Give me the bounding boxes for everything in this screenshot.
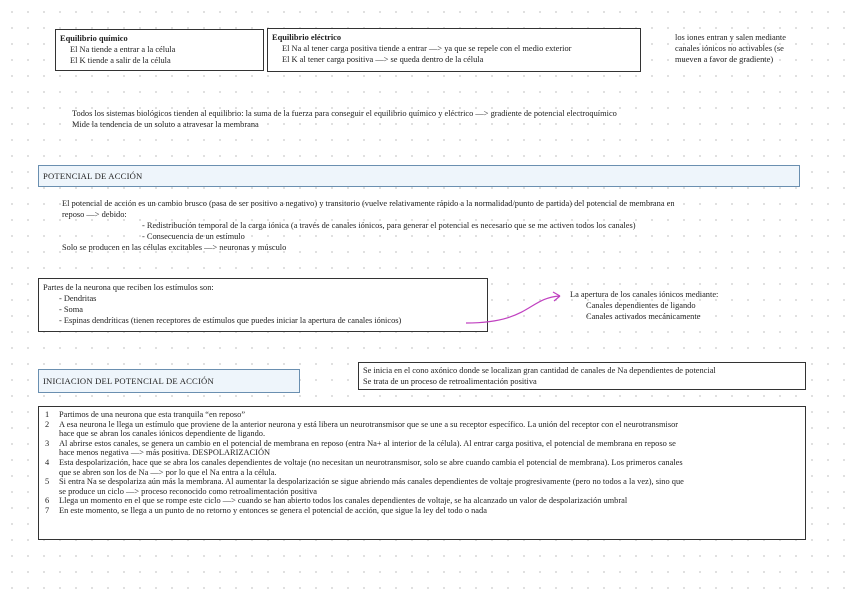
- step-line: Partimos de una neurona que esta tranquila “en reposo”: [59, 410, 246, 419]
- side-note-line: mueven a favor de gradiente): [675, 55, 774, 64]
- step-line: Al abrirse estos canales, se genera un cambio en el potencial de membrana en reposo (entra Na+ al interior de la célula). Al entrar carga positiva, el potencial de membrana en reposo se: [59, 438, 676, 448]
- action-bullet: - Consecuencia de un estímulo: [142, 232, 245, 241]
- step-item: [41, 506, 803, 516]
- step-number: 6: [45, 496, 50, 506]
- step-line: Esta despolarización, hace que se abra los canales dependientes de voltaje (no necesitan un neurotransmisor, solo se abre cuando cambia el potencial de membrana). Los primeros canales: [59, 457, 683, 467]
- excitable-cells-line: Solo se producen en las células excitables —> neuronas y músculo: [62, 243, 287, 252]
- side-note-line: los iones entran y salen mediante: [675, 33, 786, 42]
- intro-text: [72, 108, 617, 130]
- electrical-equilibrium-box: [267, 28, 641, 72]
- initiation-info-box: [358, 362, 806, 390]
- step-line: hace menos negativa —> más positiva. DESPOLARIZACIÓN: [59, 448, 271, 458]
- channel-opening-item: Canales dependientes de ligando: [586, 301, 696, 310]
- step-number: 7: [45, 505, 50, 515]
- section-header-initiation: [38, 369, 300, 393]
- step-number: 5: [45, 477, 50, 487]
- channel-opening-item: Canales activados mecánicamente: [586, 312, 701, 321]
- electrical-line-na: El Na al tener carga positiva tiende a entrar —> ya que se repele con el medio exterior: [282, 44, 572, 53]
- section-title: INICIACION DEL POTENCIAL DE ACCIÓN: [43, 376, 214, 386]
- side-note: [675, 32, 786, 65]
- step-line: que se abren son los de Na —> por lo que el Na entra a la célula.: [59, 467, 277, 477]
- step-line: hace que se abran los canales iónicos dependiente de ligando.: [59, 429, 266, 439]
- chemical-equilibrium-box: [55, 29, 264, 71]
- chemical-equilibrium-title: Equilibrio químico: [60, 34, 128, 43]
- neuron-part-item: - Dendritas: [59, 294, 97, 303]
- step-number: 4: [45, 457, 50, 467]
- neuron-parts-box: [38, 278, 488, 332]
- action-bullet: - Redistribución temporal de la carga iónica (a través de canales iónicos, para generar el potencial es necesario que se me activen todos los canales): [142, 221, 636, 230]
- section-header-action-potential: [38, 165, 800, 187]
- chemical-line-na: El Na tiende a entrar a la célula: [70, 45, 176, 54]
- step-item: [41, 477, 803, 496]
- initiation-info-line: Se inicia en el cono axónico donde se localizan gran cantidad de canales de Na dependientes de potencial: [363, 366, 716, 375]
- step-item: [41, 420, 803, 439]
- action-line: reposo —> debido:: [62, 210, 127, 219]
- step-line: Llega un momento en el que se rompe este ciclo —> cuando se han abierto todos los canales dependientes de voltaje, se ha alcanzado un valor de despolarización umbral: [59, 496, 628, 506]
- action-potential-text: [62, 198, 675, 242]
- step-number: 3: [45, 438, 50, 448]
- section-title: POTENCIAL DE ACCIÓN: [43, 171, 143, 181]
- side-note-line: canales iónicos no activables (se: [675, 44, 784, 53]
- action-line: El potencial de acción es un cambio brusco (pasa de ser positivo a negativo) y transitorio (vuelve relativamente rápido a la normalidad/punto de partida) del potencial de membrana en: [62, 199, 675, 208]
- step-line: se produce un ciclo —> proceso reconocido como retroalimentación positiva: [59, 486, 317, 496]
- steps-list: [41, 410, 803, 516]
- electrical-equilibrium-title: Equilibrio eléctrico: [272, 33, 342, 42]
- step-item: [41, 458, 803, 477]
- neuron-part-item: - Soma: [59, 305, 83, 314]
- initiation-info-line: Se trata de un proceso de retroalimentación positiva: [363, 377, 537, 386]
- step-line: A esa neurona le llega un estímulo que proviene de la anterior neurona y está libera un neurotransmisor que se une a su receptor específico. La unión del receptor con el neurotransmisor: [59, 419, 679, 429]
- intro-line: Todos los sistemas biológicos tienden al equilibrio: la suma de la fuerza para conseguir el equilibrio químico y eléctrico —> gradiente de potencial electroquímico: [72, 109, 617, 118]
- initiation-steps-box: [38, 406, 806, 540]
- step-line: Si entra Na se despolariza aún más la membrana. Al aumentar la despolarización se sigue abriendo más canales dependientes de voltaje progresivamente (pero no todos a la vez), sino que: [59, 477, 684, 487]
- chemical-line-k: El K tiende a salir de la célula: [70, 56, 171, 65]
- step-item: [41, 496, 803, 506]
- step-number: 2: [45, 419, 50, 429]
- step-number: 1: [45, 410, 50, 419]
- step-item: [41, 410, 803, 420]
- electrical-line-k: El K al tener carga positiva —> se queda dentro de la célula: [282, 55, 484, 64]
- intro-line: Mide la tendencia de un soluto a atravesar la membrana: [72, 120, 259, 129]
- neuron-parts-title: Partes de la neurona que reciben los estímulos son:: [43, 283, 214, 292]
- connector-arrowhead: [553, 292, 560, 301]
- step-item: [41, 439, 803, 458]
- channel-opening-title: La apertura de los canales iónicos mediante:: [570, 290, 719, 299]
- neuron-part-item: - Espinas dendríticas (tienen receptores de estímulos que puedes iniciar la apertura de canales iónicos): [59, 316, 402, 325]
- channel-opening-text: [570, 289, 718, 322]
- step-line: En este momento, se llega a un punto de no retorno y entonces se genera el potencial de acción, que sigue la ley del todo o nada: [59, 505, 487, 515]
